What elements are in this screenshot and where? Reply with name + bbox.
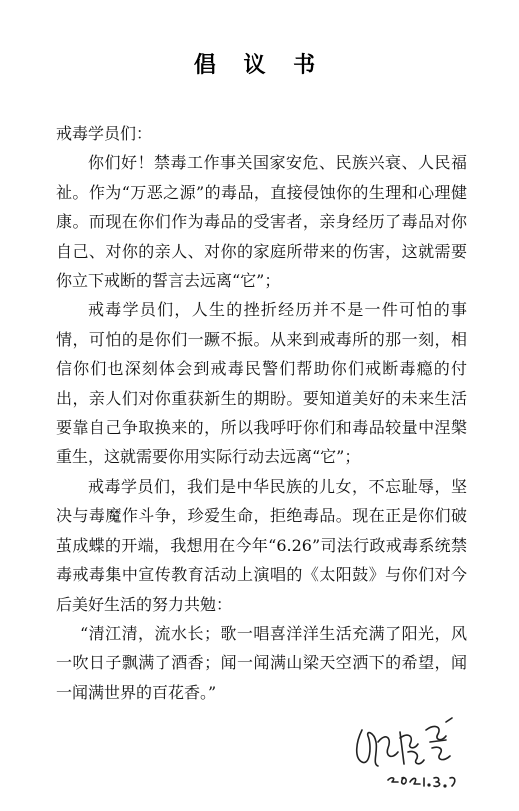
paragraph-2: 戒毒学员们，人生的挫折经历并不是一件可怕的事情，可怕的是你们一蹶不振。从来到戒毒所的那一刻，相信你们也深刻体会到戒毒民警们帮助你们戒断毒瘾的付出，亲人们对你重获新生的期盼。要知道美好的未来生活要靠自己争取换来的，所以我呼吁你们和毒品较量中涅槃重生，这就需要你用实际行动去远离“它”； bbox=[56, 300, 467, 467]
document-title: 倡 议 书 bbox=[193, 53, 326, 78]
paragraph-1: 你们好！禁毒工作事关国家安危、民族兴衰、人民福祉。作为“万恶之源”的毒品，直接侵蚀你的生理和心理健康。而现在你们作为毒品的受害者，亲身经历了毒品对你自己、对你的亲人、对你的家庭所带来的伤害，这就需要你立下戒断的誓言去远离“它”； bbox=[56, 153, 467, 291]
paragraph-3: 戒毒学员们，我们是中华民族的儿女，不忘耻辱，坚决与毒魔作斗争，珍爱生命，拒绝毒品。现在正是你们破茧成蝶的开端，我想用在今年“6.26”司法行政戒毒系统禁毒戒毒集中宣传教育活动上演唱的《太阳鼓》与你们对今后美好生活的努力共勉： bbox=[56, 476, 467, 614]
document-body bbox=[56, 119, 467, 707]
handwritten-signature bbox=[348, 702, 478, 792]
song-quote: “清江清，流水长；歌一唱喜洋洋生活充满了阳光，风一吹日子飘满了酒香；闻一闻满山梁天空洒下的希望，闻一闻满世界的百花香。” bbox=[56, 623, 467, 702]
salutation: 戒毒学员们： bbox=[56, 124, 153, 143]
